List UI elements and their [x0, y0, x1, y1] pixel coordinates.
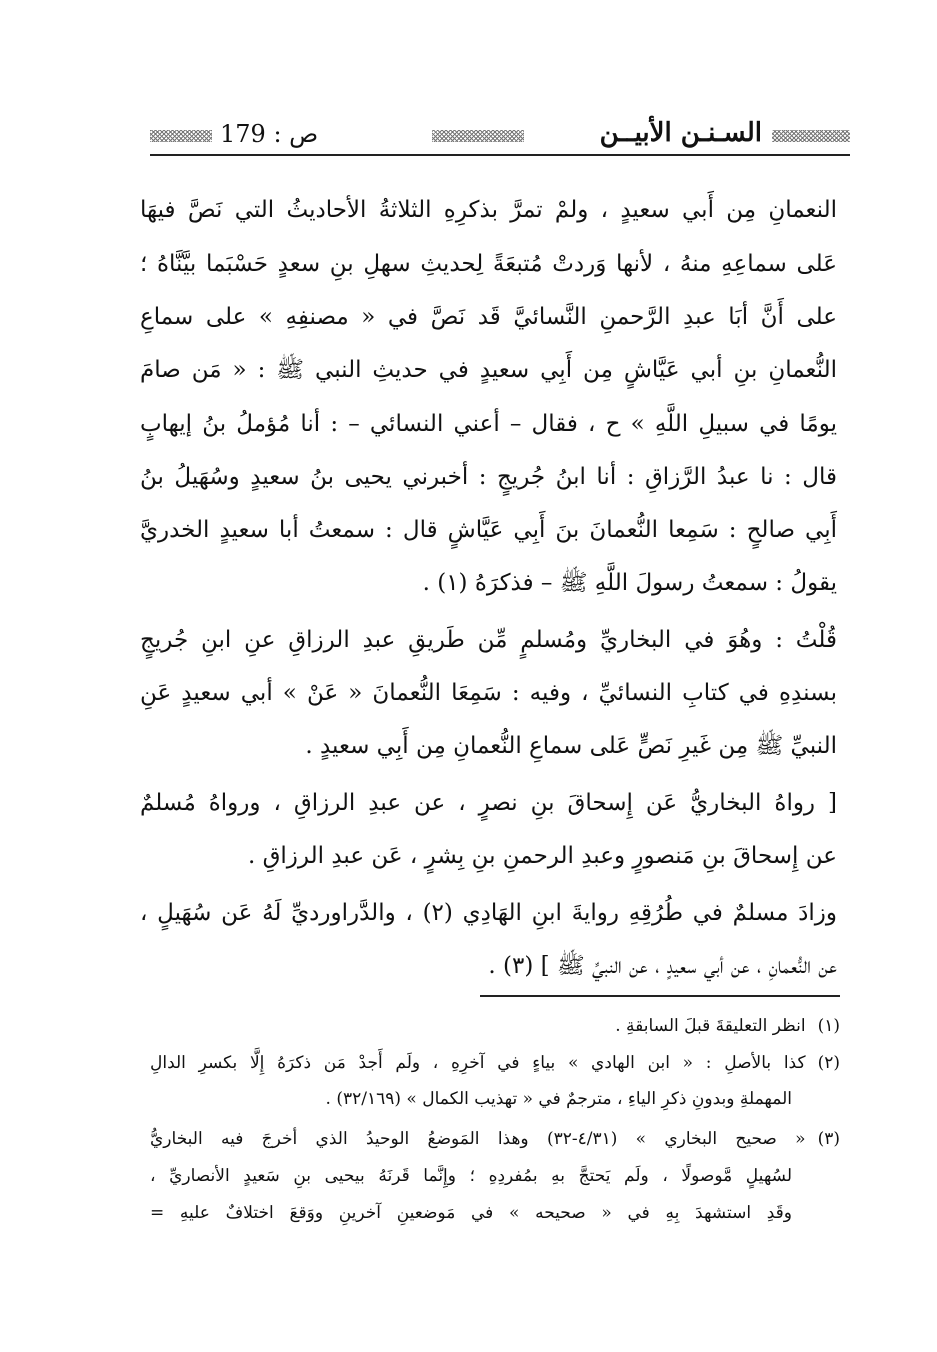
text-line: وزادَ مسلمٌ في طُرُقِهِ روايةَ ابنِ الهَادِي (٢) ، والدَّراورديِّ لَهُ عَن سُهَيلٍ ، [140, 900, 837, 926]
text-line: يومًا في سبيلِ اللَّهِ » ح ، فقال – أعني النسائي – : أنا مُؤملُ بنُ إيهابٍ [140, 411, 837, 437]
footnote-text: « صحيح البخاري » (٤/٣١-٣٢) وهذا المَوضعُ الوحيدُ الذي أخرجَ فيه البخاريُّ [150, 1129, 806, 1149]
footnote-2-cont: المهملةِ وبدونِ ذكرِ الياءِ ، مترجمٌ في « تهذيب الكمال » (٣٢/١٦٩) . [325, 1089, 792, 1109]
footnote-text: انظر التعليقةَ قبلَ السابقةِ . [615, 1016, 806, 1036]
text-line: يقولُ : سمعتُ رسولَ اللَّهِ ﷺ – فذكرَهُ (١) . [422, 570, 837, 596]
text-line: النُّعمانِ بنِ أبي عَيَّاشٍ مِن أَبِي سعيدٍ في حديثِ النبي ﷺ : « مَن صامَ [140, 357, 837, 383]
footnote-2 [150, 1047, 840, 1079]
text-line: عن النُّعمانِ ، عن أبي سعيدٍ ، عن النبيِّ ﷺ ] (٣) . [488, 953, 837, 979]
header-rule [150, 154, 850, 156]
page-number: ص : 179 [220, 120, 319, 148]
text-line: قال : نا عبدُ الرَّزاقِ : أنا ابنُ جُريجٍ : أخبرني يحيى بنُ سعيدٍ وسُهَيلُ بنُ [140, 464, 837, 490]
footnote-number: (٢) [817, 1053, 840, 1073]
footnote-3 [150, 1123, 840, 1155]
text-line: عَلى سماعِهِ منهُ ، لأنها وَردتْ مُتبعَةً لِحديثِ سهلِ بنِ سعدٍ حَسْبَما بيَّنَّاهُ ؛ [140, 251, 837, 277]
text-line: قُلْتُ : وهُوَ في البخاريِّ ومُسلمٍ مِّن طَريقِ عبدِ الرزاقِ عنِ ابنِ جُريجٍ [140, 627, 837, 653]
footnote-number: (١) [817, 1016, 840, 1036]
footnote-number: (٣) [817, 1129, 840, 1149]
header-ornament-left [150, 130, 212, 142]
text-line: النعمانِ مِن أَبي سعيدٍ ، ولمْ تمرَّ بذكرِهِ الثلاثةُ الأحاديثُ التي نَصَّ فيهَا [140, 197, 837, 223]
text-line: عن إِسحاقَ بنِ مَنصورٍ وعبدِ الرحمنِ بنِ بِشرٍ ، عَن عبدِ الرزاقِ . [247, 843, 837, 869]
text-line: [ رواهُ البخاريُّ عَن إِسحاقَ بنِ نصرٍ ، عن عبدِ الرزاقِ ، ورواهُ مُسلمٌ [140, 790, 837, 816]
text-line: بسندِهِ في كتابِ النسائيِّ ، وفيه : سَمِعَا النُّعمانَ « عَنْ » أبي سعيدٍ عَنِ [140, 680, 837, 706]
footnote-text: كذا بالأصلِ : « ابن الهادي » بياءٍ في آخرِهِ ، ولَم أَجدْ مَن ذكرَهُ إِلَّا بكسرِ الدالِ [150, 1053, 806, 1073]
header-ornament-right [772, 130, 850, 142]
text-line: أَبِي صالحٍ : سَمِعا النُّعمانَ بنَ أَبِي عَيَّاشٍ قال : سمعتُ أبا سعيدٍ الخدريَّ [140, 517, 837, 543]
text-line: على أَنَّ أبَا عبدِ الرَّحمنِ النَّسائيَّ قَد نَصَّ في « مصنفِهِ » على سماعِ [140, 304, 837, 330]
footnote-3-cont: لسُهيلٍ مَّوصولًا ، ولَم يَحتجَّ بهِ بمُفردِهِ ؛ وإِنَّما قَرنَهُ بيحيى بنِ سَعيدٍ الأنصاريِّ ، [150, 1166, 792, 1186]
text-line: النبيِّ ﷺ مِن غَيرِ نَصٍّ عَلى سماعِ النُّعمانِ مِن أَبِي سعيدٍ . [305, 733, 837, 759]
book-title: السـنـن الأبيــن [599, 118, 762, 148]
footnote-3-cont: وقَدِ استشهدَ بِهِ في « صحيحه » في مَوضعينِ آخرينِ ووَقعَ اختلافٌ عليهِ = [150, 1203, 792, 1223]
running-header [150, 118, 850, 152]
footnote-1 [150, 1010, 840, 1042]
footnote-separator [480, 995, 840, 997]
header-ornament-middle [432, 130, 524, 142]
